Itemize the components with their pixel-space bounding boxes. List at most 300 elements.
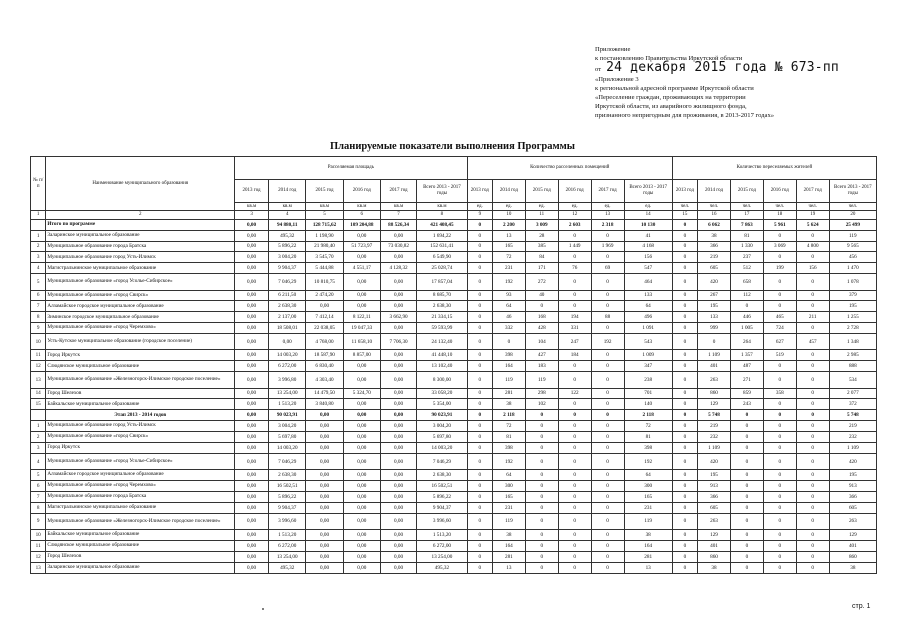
row-value: 1 348 xyxy=(829,334,876,350)
row-index: 2 xyxy=(31,432,46,443)
row-value: 76 xyxy=(558,263,591,274)
row-value: 0 xyxy=(796,492,829,503)
row-value: 18 587,90 xyxy=(306,350,343,361)
row-index: 11 xyxy=(31,350,46,361)
row-value: 84 xyxy=(525,252,558,263)
page-number: стр. 1 xyxy=(852,603,871,610)
row-value: 0 xyxy=(730,492,763,503)
row-value: 0 xyxy=(796,541,829,552)
row-value: 0,00 xyxy=(380,432,416,443)
row-value: 0,00 xyxy=(380,372,416,388)
column-number: 20 xyxy=(829,211,876,220)
row-value: 0,00 xyxy=(235,323,269,334)
annex-block xyxy=(595,45,895,121)
row-value: 0 xyxy=(591,252,624,263)
row-value: 2 728 xyxy=(829,323,876,334)
row-name: Усть-Кутское муниципальное образование (городское поселение) xyxy=(46,334,235,350)
table-row xyxy=(31,410,877,421)
row-value: 0,00 xyxy=(235,432,269,443)
row-value: 6 272,00 xyxy=(417,541,468,552)
row-value: 0 xyxy=(672,443,697,454)
row-value: 0,00 xyxy=(306,470,343,481)
row-value: 519 xyxy=(763,350,796,361)
row-value: 73 030,82 xyxy=(380,241,416,252)
header-unit: кв.м xyxy=(269,203,306,211)
table-row xyxy=(31,551,877,562)
row-value: 64 xyxy=(624,301,672,312)
row-index: 4 xyxy=(31,453,46,469)
row-value: 1 005 xyxy=(730,323,763,334)
row-value: 165 xyxy=(624,492,672,503)
header-unit: кв.м xyxy=(306,203,343,211)
row-value: 0,00 xyxy=(235,443,269,454)
row-value: 6 549,90 xyxy=(417,252,468,263)
header-unit: чел. xyxy=(672,203,697,211)
row-value: 0 xyxy=(558,361,591,372)
row-value: 398 xyxy=(492,443,525,454)
row-value: 859 xyxy=(730,388,763,399)
row-value: 5 748 xyxy=(698,410,731,421)
row-value: 0 xyxy=(558,541,591,552)
row-value: 1 109 xyxy=(829,443,876,454)
row-value: 0 xyxy=(467,252,492,263)
row-value: 0 xyxy=(591,551,624,562)
row-value: 183 xyxy=(525,361,558,372)
row-value: 164 xyxy=(624,541,672,552)
row-value: 0 xyxy=(763,361,796,372)
row-value: 0 xyxy=(467,530,492,541)
row-value: 0 xyxy=(796,350,829,361)
table-row xyxy=(31,350,877,361)
table-row xyxy=(31,274,877,290)
row-value: 0 xyxy=(591,492,624,503)
table-row xyxy=(31,230,877,241)
annex-line: к региональной адресной программе Иркутской области xyxy=(595,84,754,92)
row-value: 0 xyxy=(467,432,492,443)
row-value: 164 xyxy=(492,541,525,552)
row-value: 0,00 xyxy=(380,443,416,454)
row-value: 0,00 xyxy=(380,453,416,469)
row-value: 5 896,22 xyxy=(269,241,306,252)
header-year: 2014 год xyxy=(698,180,731,203)
header-year: 2017 год xyxy=(591,180,624,203)
header-year: 2013 год xyxy=(467,180,492,203)
row-value: 6 211,50 xyxy=(269,290,306,301)
table-row xyxy=(31,562,877,573)
row-value: 999 xyxy=(698,323,731,334)
row-name: Зиминское городское муниципальное образование xyxy=(46,312,235,323)
annex-line: признанного непригодным для проживания, в 2013-2017 годах» xyxy=(595,112,775,120)
row-value: 0 xyxy=(796,410,829,421)
header-group-rooms: Количество расселенных помещений xyxy=(467,157,672,180)
row-value: 46 xyxy=(492,312,525,323)
row-value: 0 xyxy=(467,470,492,481)
row-value: 0 xyxy=(591,388,624,399)
row-value: 0,00 xyxy=(306,541,343,552)
row-value: 13 102,40 xyxy=(417,361,468,372)
row-value: 0 xyxy=(467,502,492,513)
row-index: 8 xyxy=(31,502,46,513)
row-value: 0 xyxy=(672,551,697,562)
row-value: 69 xyxy=(591,263,624,274)
row-value: 913 xyxy=(698,481,731,492)
row-value: 0 xyxy=(672,312,697,323)
row-value: 88 526,34 xyxy=(380,219,416,230)
row-index: 15 xyxy=(31,399,46,410)
row-value: 40 xyxy=(525,290,558,301)
row-value: 0 xyxy=(763,453,796,469)
header-year: Всего 2013 - 2017 годы xyxy=(417,180,468,203)
row-value: 0 xyxy=(672,453,697,469)
row-value: 195 xyxy=(698,470,731,481)
row-value: 0 xyxy=(763,562,796,573)
row-value: 219 xyxy=(698,252,731,263)
row-value: 0 xyxy=(591,350,624,361)
row-value: 0 xyxy=(558,230,591,241)
row-value: 366 xyxy=(829,492,876,503)
row-value: 3 069 xyxy=(763,241,796,252)
header-unit: ед. xyxy=(525,203,558,211)
row-value: 19 047,33 xyxy=(343,323,380,334)
row-value: 243 xyxy=(730,399,763,410)
row-value: 913 xyxy=(829,481,876,492)
row-value: 93 xyxy=(492,290,525,301)
row-value: 119 xyxy=(829,230,876,241)
row-value: 0,00 xyxy=(343,290,380,301)
row-value: 0 xyxy=(525,470,558,481)
row-value: 0,00 xyxy=(380,252,416,263)
annex-line: «Приложение 3 xyxy=(595,75,639,83)
row-value: 199 xyxy=(763,263,796,274)
header-unit: чел. xyxy=(698,203,731,211)
row-value: 8 300,00 xyxy=(417,372,468,388)
row-value: 0,00 xyxy=(343,410,380,421)
row-value: 358 xyxy=(763,388,796,399)
table-row xyxy=(31,312,877,323)
row-value: 401 xyxy=(698,361,731,372)
row-value: 0 xyxy=(672,492,697,503)
row-value: 0 xyxy=(796,562,829,573)
table-row xyxy=(31,361,877,372)
row-value: 0 xyxy=(591,301,624,312)
column-number: 4 xyxy=(269,211,306,220)
row-value: 0 xyxy=(672,350,697,361)
row-value: 1 357 xyxy=(730,350,763,361)
row-value: 0,00 xyxy=(343,372,380,388)
row-value: 0 xyxy=(591,372,624,388)
row-value: 0,00 xyxy=(306,502,343,513)
row-value: 0 xyxy=(467,334,492,350)
row-value: 0 xyxy=(672,530,697,541)
row-value: 0 xyxy=(672,301,697,312)
row-value: 263 xyxy=(698,372,731,388)
row-value: 0 xyxy=(558,453,591,469)
row-value: 156 xyxy=(624,252,672,263)
row-value: 331 xyxy=(558,323,591,334)
header-unit: кв.м xyxy=(380,203,416,211)
row-value: 2 137,00 xyxy=(269,312,306,323)
row-value: 496 xyxy=(624,312,672,323)
header-group-area: Расселяемая площадь xyxy=(235,157,468,180)
row-value: 72 xyxy=(492,252,525,263)
row-value: 5 748 xyxy=(829,410,876,421)
row-value: 119 xyxy=(624,513,672,529)
row-value: 0 xyxy=(558,481,591,492)
row-value: 3 004,20 xyxy=(417,421,468,432)
row-value: 8 685,70 xyxy=(417,290,468,301)
row-value: 0 xyxy=(467,443,492,454)
row-value: 0 xyxy=(796,481,829,492)
row-value: 366 xyxy=(698,492,731,503)
row-value: 701 xyxy=(624,388,672,399)
row-value: 2 638,30 xyxy=(417,470,468,481)
table-row xyxy=(31,334,877,350)
header-year: 2016 год xyxy=(343,180,380,203)
row-value: 0,00 xyxy=(235,388,269,399)
row-value: 0 xyxy=(796,301,829,312)
row-value: 128 715,62 xyxy=(306,219,343,230)
row-value: 2 474,20 xyxy=(306,290,343,301)
header-year: 2015 год xyxy=(306,180,343,203)
row-value: 0 xyxy=(796,551,829,562)
annex-line: «Переселение граждан, проживающих на территории xyxy=(595,94,746,102)
row-value: 401 xyxy=(698,541,731,552)
column-number: 3 xyxy=(235,211,269,220)
row-value: 7 706,30 xyxy=(380,334,416,350)
row-index xyxy=(31,410,46,421)
row-value: 7 863 xyxy=(730,219,763,230)
row-value: 0,00 xyxy=(380,301,416,312)
row-value: 81 xyxy=(624,432,672,443)
row-value: 25 499 xyxy=(829,219,876,230)
row-value: 192 xyxy=(492,274,525,290)
column-number: 10 xyxy=(492,211,525,220)
row-value: 0 xyxy=(672,541,697,552)
row-value: 1 091 xyxy=(624,323,672,334)
row-value: 0 xyxy=(730,432,763,443)
row-value: 109 204,88 xyxy=(343,219,380,230)
row-value: 0 xyxy=(730,530,763,541)
row-name: Муниципальное образование города Братска xyxy=(46,241,235,252)
row-value: 0 xyxy=(763,410,796,421)
row-value: 0 xyxy=(730,453,763,469)
row-value: 0 xyxy=(558,372,591,388)
row-value: 7 412,14 xyxy=(306,312,343,323)
row-value: 0 xyxy=(467,421,492,432)
row-value: 2 638,30 xyxy=(269,470,306,481)
row-value: 38 xyxy=(829,562,876,573)
row-value: 487 xyxy=(730,361,763,372)
row-value: 0 xyxy=(763,492,796,503)
row-value: 0,00 xyxy=(306,432,343,443)
row-value: 0 xyxy=(591,274,624,290)
row-value: 0,00 xyxy=(380,541,416,552)
row-value: 1 449 xyxy=(558,241,591,252)
row-value: 38 xyxy=(624,530,672,541)
row-value: 0,00 xyxy=(380,421,416,432)
row-value: 0 xyxy=(558,399,591,410)
row-value: 0 xyxy=(525,481,558,492)
header-year: 2014 год xyxy=(269,180,306,203)
row-value: 24 132,40 xyxy=(417,334,468,350)
row-value: 0 xyxy=(467,263,492,274)
row-value: 237 xyxy=(730,252,763,263)
row-value: 0 xyxy=(558,530,591,541)
row-value: 64 xyxy=(492,301,525,312)
table-row xyxy=(31,453,877,469)
table-header xyxy=(31,157,877,211)
row-index: 2 xyxy=(31,241,46,252)
row-value: 2 603 xyxy=(558,219,591,230)
row-value: 0 xyxy=(467,513,492,529)
column-number: 9 xyxy=(467,211,492,220)
row-value: 0 xyxy=(763,470,796,481)
row-value: 0 xyxy=(558,274,591,290)
row-value: 0 xyxy=(591,443,624,454)
row-value: 0,00 xyxy=(235,263,269,274)
row-value: 0 xyxy=(558,432,591,443)
row-value: 0,00 xyxy=(380,513,416,529)
row-value: 420 xyxy=(829,453,876,469)
row-value: 81 xyxy=(492,432,525,443)
document-title: Планируемые показатели выполнения Программы xyxy=(329,141,575,152)
row-value: 0,00 xyxy=(343,530,380,541)
row-value: 2 638,30 xyxy=(417,301,468,312)
row-value: 1 470 xyxy=(829,263,876,274)
row-value: 140 xyxy=(624,399,672,410)
row-index: 12 xyxy=(31,361,46,372)
table-row xyxy=(31,492,877,503)
row-value: 14 003,20 xyxy=(269,350,306,361)
row-name: Муниципальное образование «город Усолье-Сибирское» xyxy=(46,274,235,290)
row-value: 0 xyxy=(558,443,591,454)
row-value: 0 xyxy=(672,263,697,274)
row-value: 0 xyxy=(492,334,525,350)
header-name: Наименование муниципального образования xyxy=(46,157,235,211)
row-value: 192 xyxy=(492,453,525,469)
scan-speck xyxy=(262,608,264,610)
row-value: 3 996,80 xyxy=(269,372,306,388)
row-value: 184 xyxy=(558,350,591,361)
row-value: 495,32 xyxy=(269,230,306,241)
row-value: 0,00 xyxy=(235,274,269,290)
row-value: 0 xyxy=(467,372,492,388)
row-value: 456 xyxy=(829,252,876,263)
row-value: 0,00 xyxy=(380,290,416,301)
row-value: 0 xyxy=(672,290,697,301)
row-value: 0 xyxy=(672,334,697,350)
row-value: 0 xyxy=(525,443,558,454)
row-value: 0 xyxy=(467,290,492,301)
row-value: 0 xyxy=(591,513,624,529)
row-value: 0 xyxy=(796,453,829,469)
row-value: 281 xyxy=(492,388,525,399)
row-name: Этап 2013 - 2014 годов xyxy=(46,410,235,421)
row-value: 605 xyxy=(698,263,731,274)
row-value: 119 xyxy=(525,372,558,388)
row-value: 0 xyxy=(763,530,796,541)
row-value: 0 xyxy=(558,421,591,432)
row-value: 133 xyxy=(624,290,672,301)
row-index: 9 xyxy=(31,513,46,529)
row-value: 5 354,00 xyxy=(417,399,468,410)
row-value: 0 xyxy=(796,230,829,241)
header-year: 2016 год xyxy=(558,180,591,203)
row-value: 14 003,20 xyxy=(269,443,306,454)
row-value: 0,00 xyxy=(343,399,380,410)
row-value: 4 551,17 xyxy=(343,263,380,274)
row-value: 0,00 xyxy=(380,481,416,492)
row-value: 9 904,37 xyxy=(417,502,468,513)
row-value: 1 109 xyxy=(698,350,731,361)
row-value: 0,00 xyxy=(380,399,416,410)
row-value: 0 xyxy=(763,274,796,290)
table-row xyxy=(31,421,877,432)
row-index: 5 xyxy=(31,274,46,290)
column-number: 2 xyxy=(46,211,235,220)
column-number: 8 xyxy=(417,211,468,220)
column-number: 16 xyxy=(698,211,731,220)
row-value: 0 xyxy=(558,513,591,529)
row-value: 38 xyxy=(492,399,525,410)
row-value: 6 272,00 xyxy=(269,361,306,372)
row-value: 0 xyxy=(672,323,697,334)
row-value: 0 xyxy=(591,399,624,410)
row-value: 0 xyxy=(672,470,697,481)
row-value: 0 xyxy=(796,470,829,481)
row-value: 0 xyxy=(467,453,492,469)
row-value: 1 109 xyxy=(698,443,731,454)
row-value: 332 xyxy=(492,323,525,334)
row-index: 7 xyxy=(31,492,46,503)
row-value: 3 004,20 xyxy=(269,252,306,263)
row-value: 0,00 xyxy=(235,481,269,492)
row-value: 0,00 xyxy=(380,361,416,372)
row-value: 0 xyxy=(730,421,763,432)
row-value: 0 xyxy=(591,361,624,372)
row-value: 0 xyxy=(558,502,591,513)
column-number: 14 xyxy=(624,211,672,220)
row-value: 25 028,74 xyxy=(417,263,468,274)
row-value: 102 xyxy=(525,399,558,410)
row-value: 0,00 xyxy=(235,492,269,503)
row-value: 0 xyxy=(558,301,591,312)
header-unit: чел. xyxy=(763,203,796,211)
row-value: 0,00 xyxy=(343,513,380,529)
row-value: 33 058,20 xyxy=(417,388,468,399)
row-value: 0 xyxy=(467,399,492,410)
row-value: 0,00 xyxy=(235,541,269,552)
row-value: 495,32 xyxy=(417,562,468,573)
row-value: 7 046,29 xyxy=(269,453,306,469)
row-value: 0,00 xyxy=(380,323,416,334)
row-value: 0,00 xyxy=(235,470,269,481)
row-value: 0,00 xyxy=(380,551,416,562)
row-name: Муниципальное образование «Железногорск-Илимское городское поселение» xyxy=(46,513,235,529)
row-value: 41 448,10 xyxy=(417,350,468,361)
row-value: 13 xyxy=(492,230,525,241)
row-value: 195 xyxy=(829,470,876,481)
row-value: 0 xyxy=(467,388,492,399)
row-value: 0,00 xyxy=(235,334,269,350)
row-value: 6 062 xyxy=(698,219,731,230)
table-row xyxy=(31,388,877,399)
row-value: 4 800 xyxy=(796,241,829,252)
row-value: 0,00 xyxy=(306,562,343,573)
row-value: 457 xyxy=(796,334,829,350)
row-value: 0 xyxy=(467,562,492,573)
column-number: 7 xyxy=(380,211,416,220)
